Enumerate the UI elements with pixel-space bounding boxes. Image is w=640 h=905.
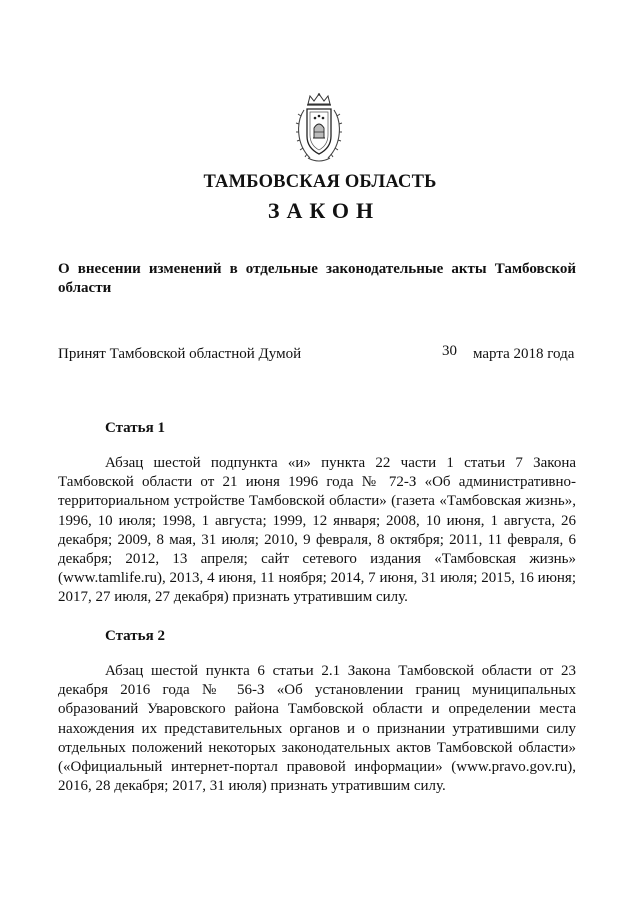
article-2-body: Абзац шестой пункта 6 статьи 2.1 Закона Тамбовской области от 23 декабря 2016 года № 56-З «Об установлении границ муниципальных образований Уваровского района Тамбовской области и определении места нахождения их представительных органов и о признании утратившими силу отдельных положений некоторых законодательных актов Тамбовской области» («Официальный интернет-портал правовой информации» (www.pravo.gov.ru), 2016, 28 декабря; 2017, 31 июля) признать утратившим силу. <box>58 663 576 795</box>
article-1-title: Статья 1 <box>105 420 165 436</box>
adoption-month-year: марта 2018 года <box>473 346 575 362</box>
region-title: ТАМБОВСКАЯ ОБЛАСТЬ <box>203 172 437 192</box>
article-1-body: Абзац шестой подпункта «и» пункта 22 части 1 статьи 7 Закона Тамбовской области от 21 июня 1996 года № 72-З «Об административно-территориальном устройстве Тамбовской области» (газета «Тамбовская жизнь», 1996, 10 июля; 1998, 1 августа; 1999, 12 января; 2008, 10 июня, 1 августа, 26 декабря; 2009, 8 мая, 31 июля; 2010, 9 февраля, 8 октября; 2011, 11 февраля, 6 декабря; 2012, 13 апреля; сайт сетевого издания «Тамбовская жизнь» (www.tamlife.ru), 2013, 4 июня, 11 ноября; 2014, 7 июня, 31 июля; 2015, 16 июня; 2017, 27 июля, 27 декабря) признать утратившим силу. <box>58 455 576 606</box>
law-subject: О внесении изменений в отдельные законодательные акты Тамбовской области <box>58 261 576 296</box>
adoption-statement: Принят Тамбовской областной Думой <box>58 346 302 362</box>
article-2-title: Статья 2 <box>105 628 165 644</box>
document-type-title: ЗАКОН <box>267 198 381 223</box>
coat-of-arms-icon <box>290 92 348 168</box>
adoption-day: 30 <box>442 343 457 359</box>
